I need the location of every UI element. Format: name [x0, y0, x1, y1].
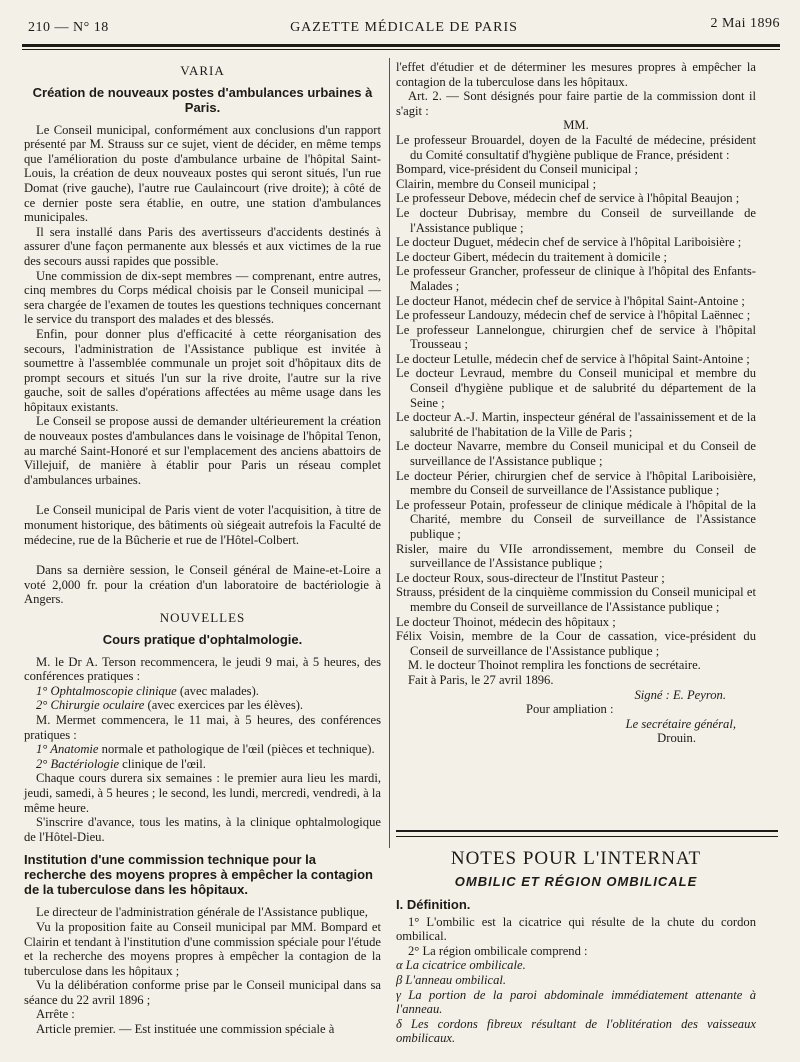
paragraph: Il sera installé dans Paris des avertisseurs d'accidents destinés à assurer d'une façon permanente aux blessés et aux victimes de la rue des secours aussi rapides que possible.	[24, 224, 381, 268]
member-item: Le docteur Duguet, médecin chef de service à l'hôpital Lariboisière ;	[396, 235, 742, 250]
member-item: Strauss, président de la cinquième commission du Conseil municipal et membre du Conseil de surveillance de l'Assistance publique ;	[396, 585, 756, 614]
mm-label: MM.	[563, 118, 589, 133]
paragraph: Le Conseil se propose aussi de demander ultérieurement la création de nouveaux postes d'ambulances dans le voisinage de l'hôpital Tenon, au marché Saint-Honoré et sur l'emplacement des anciens abattoirs de Villejuif, de manière à établir pour Paris un réseau complet d'ambulances urbaines.	[24, 414, 381, 487]
notes-body	[396, 896, 756, 1046]
member-item: Le docteur Letulle, médecin chef de service à l'hôpital Saint-Antoine ;	[396, 351, 750, 366]
member-item: Le professeur Potain, professeur de clinique médicale à l'hôpital de la Charité, membre du Conseil de surveillance de l'Assistance publique ;	[396, 497, 756, 541]
section-varia: VARIA	[180, 63, 225, 78]
page-number: 210 — N° 18	[28, 20, 109, 35]
header-rule-thin	[22, 49, 780, 50]
member-item: Le docteur Levraud, membre du Conseil municipal et membre du Conseil d'hygiène publique et de salubrité du département de la Seine ;	[396, 366, 756, 410]
paragraph: l'effet d'étudier et de déterminer les mesures propres à empêcher la contagion de la tuberculose dans les hôpitaux.	[396, 60, 756, 89]
paragraph: Dans sa dernière session, le Conseil général de Maine-et-Loire a voté 2,000 fr. pour la création d'un laboratoire de bactériologie à Angers.	[24, 563, 381, 607]
member-item: Le docteur Navarre, membre du Conseil municipal et du Conseil de surveillance de l'Assistance publique ;	[396, 439, 756, 469]
member-list	[396, 133, 756, 658]
paragraph: Arrête :	[36, 1007, 75, 1022]
paragraph: Le Conseil municipal, conformément aux conclusions d'un rapport présenté par M. Strauss sur ce sujet, vient de décider, en même temps que l'amélioration du poste d'ambulance urbaine de l'hôpital Saint-Louis, la création de deux nouveaux postes qui seront situés, l'un rue Domat (rive gauche), l'autre rue Caulaincourt (rive droite); à côté de ce dernier poste sera établie, en outre, une station d'ambulances municipales.	[24, 122, 381, 225]
paragraph: Article premier. — Est instituée une commission spéciale à	[36, 1022, 335, 1037]
list-item: β L'anneau ombilical.	[396, 972, 507, 987]
list-item: 1° Ophtalmoscopie clinique (avec malades).	[36, 683, 259, 698]
column-divider	[389, 58, 390, 848]
paragraph: Le Conseil municipal de Paris vient de voter l'acquisition, à titre de monument historique, des bâtiments où siégeait autrefois la Faculté de médecine, rue de la Bûcherie et rue de l'Hôtel-Colbert.	[24, 503, 381, 547]
paragraph: Vu la proposition faite au Conseil municipal par MM. Bompard et Clairin et tendant à l'institution d'une commission spéciale pour l'étude et la recherche des moyens propres à empêcher la contagion de la tuberculose dans les hôpitaux ;	[24, 919, 381, 978]
journal-title: GAZETTE MÉDICALE DE PARIS	[290, 20, 518, 35]
secretary-title: Le secrétaire général,	[625, 716, 736, 731]
definition-heading: I. Définition.	[396, 897, 471, 912]
section-nouvelles: NOUVELLES	[159, 610, 246, 625]
member-item: Le docteur Thoinot, médecin des hôpitaux ;	[396, 614, 616, 629]
signature: Signé : E. Peyron.	[634, 687, 726, 702]
article-title-ophtalmologie: Cours pratique d'ophtalmologie.	[102, 631, 303, 647]
paragraph: S'inscrire d'avance, tous les matins, à la clinique ophtalmologique de l'Hôtel-Dieu.	[24, 815, 381, 844]
notes-subtitle: OMBILIC ET RÉGION OMBILICALE	[454, 874, 698, 889]
secretary-name: Drouin.	[657, 731, 696, 746]
member-item: Le docteur A.-J. Martin, inspecteur général de l'assainissement et de la salubrité de l'habitation de la Ville de Paris ;	[396, 410, 756, 439]
list-item: 1° Anatomie normale et pathologique de l'œil (pièces et technique).	[36, 742, 375, 757]
page-header	[28, 14, 780, 36]
member-item: Le professeur Brouardel, doyen de la Faculté de médecine, président du Comité consultatif d'hygiène publique de France, président :	[396, 132, 756, 162]
list-item: γ La portion de la paroi abdominale immédiatement attenante à l'anneau.	[396, 987, 756, 1017]
member-item: Le docteur Périer, chirurgien chef de service à l'hôpital Lariboisière, membre du Conseil de surveillance de l'Assistance publique ;	[396, 468, 756, 498]
header-rule	[22, 44, 780, 47]
notes-title: NOTES POUR L'INTERNAT	[450, 848, 702, 869]
paragraph: Vu la délibération conforme prise par le Conseil municipal dans sa séance du 22 avril 1896 ;	[24, 978, 381, 1007]
paragraph: 2° La région ombilicale comprend :	[408, 943, 588, 958]
member-item: Le professeur Lannelongue, chirurgien chef de service à l'hôpital Trousseau ;	[396, 322, 756, 352]
member-item: Le professeur Grancher, professeur de clinique à l'hôpital des Enfants-Malades ;	[396, 264, 756, 293]
paragraph: Chaque cours durera six semaines : le premier aura lieu les mardi, jeudi, samedi, à 5 heures ; le second, les lundi, mercredi, vendredi, à la même heure.	[24, 771, 381, 815]
paragraph: M. le Dr A. Terson recommencera, le jeudi 9 mai, à 5 heures, des conférences pratiques :	[24, 654, 381, 684]
paragraph: Une commission de dix-sept membres — comprenant, entre autres, cinq membres du Corps médical choisis par le Conseil municipal — sera chargée de l'examen de toutes les questions techniques concernant le service du transport des malades et des blessés.	[24, 268, 381, 327]
paragraph: Art. 2. — Sont désignés pour faire partie de la commission dont il s'agit :	[396, 89, 756, 118]
notes-rule-thin	[396, 836, 778, 837]
right-column	[396, 60, 756, 746]
member-item: Félix Voisin, membre de la Cour de cassation, vice-président du Conseil de surveillance de l'Assistance publique ;	[396, 629, 756, 658]
issue-date: 2 Mai 1896	[710, 16, 780, 31]
left-column	[24, 60, 381, 1037]
ampliation: Pour ampliation :	[526, 702, 614, 717]
list-item: 2° Bactériologie clinique de l'œil.	[36, 756, 206, 771]
member-item: Le docteur Dubrisay, membre du Conseil de surveillande de l'Assistance publique ;	[396, 205, 756, 235]
paragraph: M. le docteur Thoinot remplira les fonctions de secrétaire.	[408, 658, 701, 673]
article-title-tuberculose: Institution d'une commission technique pour la recherche des moyens propres à empêcher la contagion de la tuberculose dans les hôpitaux.	[24, 852, 373, 898]
list-item: δ Les cordons fibreux résultant de l'oblitération des vaisseaux ombilicaux.	[396, 1016, 756, 1046]
member-item: Clairin, membre du Conseil municipal ;	[396, 176, 597, 191]
article-title-ambulances: Création de nouveaux postes d'ambulances urbaines à Paris.	[32, 84, 373, 115]
list-item: 2° Chirurgie oculaire (avec exercices par les élèves).	[36, 698, 304, 713]
member-item: Le docteur Hanot, médecin chef de service à l'hôpital Saint-Antoine ;	[396, 293, 745, 308]
paragraph: M. Mermet commencera, le 11 mai, à 5 heures, des conférences pratiques :	[24, 712, 381, 742]
notes-rule	[396, 830, 778, 832]
paragraph: Fait à Paris, le 27 avril 1896.	[408, 672, 554, 687]
paragraph: 1° L'ombilic est la cicatrice qui résulte de la chute du cordon ombilical.	[396, 914, 756, 944]
paragraph: Le directeur de l'administration générale de l'Assistance publique,	[36, 905, 368, 920]
list-item: α La cicatrice ombilicale.	[396, 958, 526, 973]
member-item: Le professeur Landouzy, médecin chef de service à l'hôpital Laënnec ;	[396, 308, 751, 323]
member-item: Bompard, vice-président du Conseil municipal ;	[396, 162, 639, 177]
member-item: Le docteur Gibert, médecin du traitement à domicile ;	[396, 249, 668, 264]
member-item: Le docteur Roux, sous-directeur de l'Institut Pasteur ;	[396, 570, 665, 585]
member-item: Risler, maire du VIIe arrondissement, membre du Conseil de surveillance de l'Assistance publique ;	[396, 541, 756, 571]
paragraph: Enfin, pour donner plus d'efficacité à cette réorganisation des secours, l'administration de l'Assistance publique est invitée à soumettre à l'assemblée communale un projet soit d'hôpitaux dits de prompt secours et situés l'un sur la rive droite, l'autre sur la rive gauche, soit de salles d'opérations affectées au même usage dans les hôpitaux existants.	[24, 326, 381, 414]
member-item: Le professeur Debove, médecin chef de service à l'hôpital Beaujon ;	[396, 191, 740, 206]
